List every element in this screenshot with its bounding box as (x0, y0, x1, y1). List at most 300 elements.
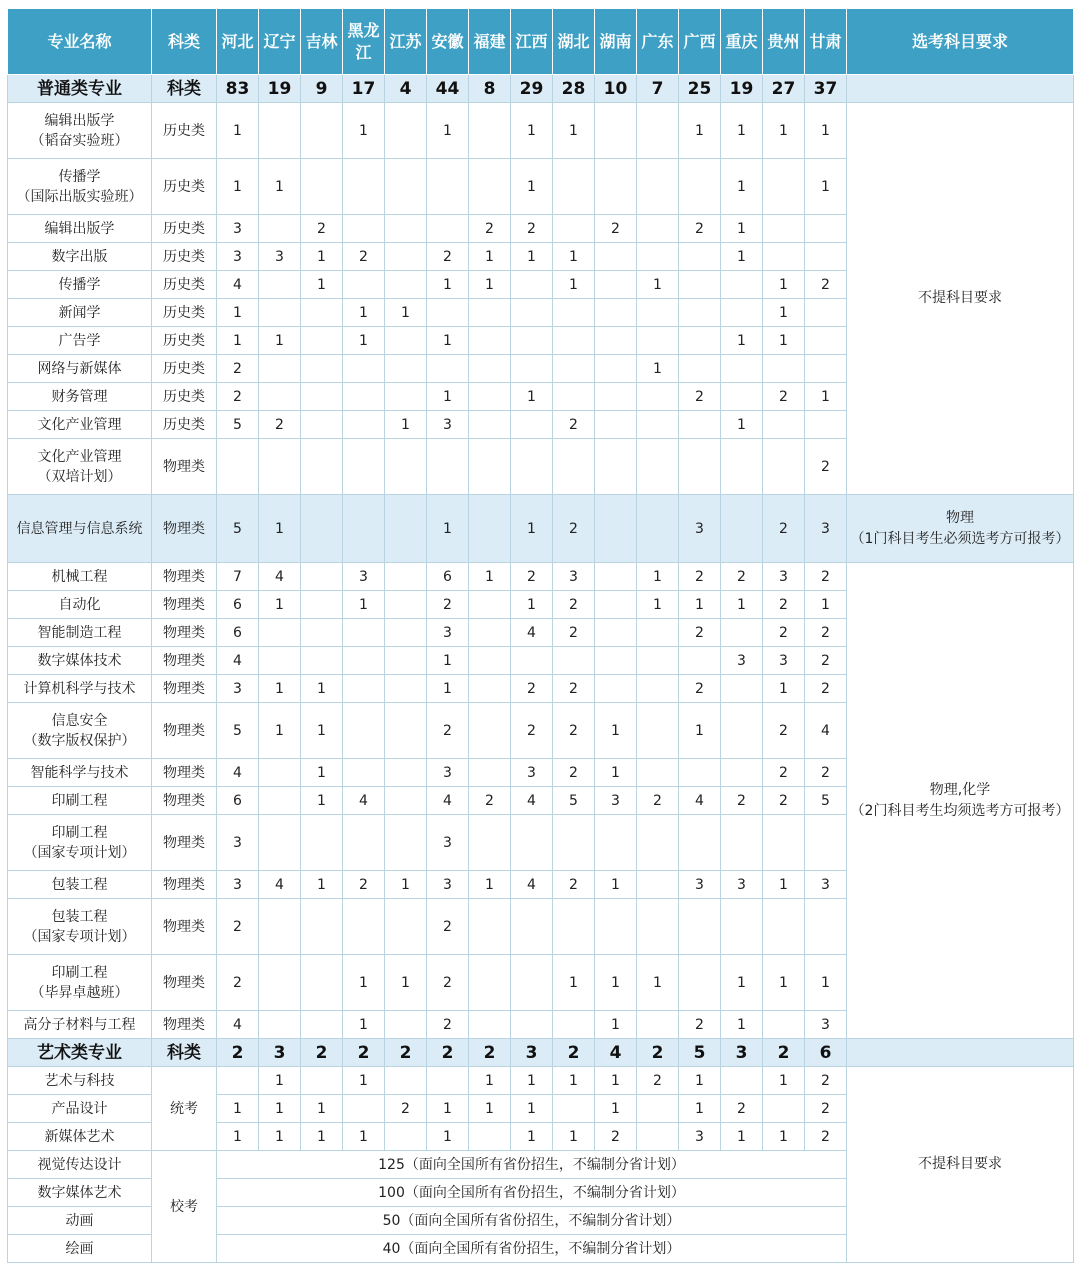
major-name (8, 271, 152, 299)
plan-count-cell (511, 355, 553, 383)
plan-count-cell: 1 (679, 1095, 721, 1123)
plan-count-cell: 3 (217, 215, 259, 243)
plan-count-cell (385, 787, 427, 815)
plan-count-cell: 2 (595, 215, 637, 243)
major-name-text: 包装工程 (51, 876, 108, 893)
plan-count-cell (595, 495, 637, 563)
plan-count-cell: 2 (721, 1095, 763, 1123)
plan-count-cell: 3 (805, 871, 847, 899)
plan-count-cell: 1 (721, 591, 763, 619)
plan-count-cell: 4 (217, 759, 259, 787)
plan-count-cell (679, 899, 721, 955)
plan-count-cell: 3 (217, 675, 259, 703)
plan-count-cell (343, 619, 385, 647)
plan-count-cell: 2 (805, 439, 847, 495)
plan-count-cell (301, 591, 343, 619)
plan-count-cell (385, 591, 427, 619)
plan-count-cell (511, 1011, 553, 1039)
plan-count-cell: 1 (427, 327, 469, 355)
table-row (8, 1067, 1074, 1095)
plan-count-cell (259, 619, 301, 647)
plan-count-cell: 1 (343, 1067, 385, 1095)
major-name-text: 广告学 (58, 332, 101, 349)
plan-count-cell (385, 899, 427, 955)
plan-count-cell: 3 (805, 495, 847, 563)
plan-count-cell: 1 (553, 103, 595, 159)
plan-count-cell (301, 1011, 343, 1039)
header-province: 吉林 (301, 9, 343, 75)
plan-count-cell (595, 411, 637, 439)
plan-count-cell: 2 (259, 411, 301, 439)
plan-count-cell (763, 411, 805, 439)
category-kelei: 科类 (152, 75, 217, 103)
plan-count-cell (469, 619, 511, 647)
plan-count-cell (259, 439, 301, 495)
plan-count-cell: 2 (721, 787, 763, 815)
plan-count-cell: 1 (343, 1011, 385, 1039)
plan-count-cell: 1 (343, 955, 385, 1011)
major-name (8, 411, 152, 439)
kelei-cell: 物理类 (152, 703, 217, 759)
major-name: 产品设计 (8, 1095, 152, 1123)
plan-count-cell (301, 619, 343, 647)
plan-count-cell (385, 495, 427, 563)
plan-count-cell: 3 (427, 815, 469, 871)
plan-count-cell (553, 215, 595, 243)
plan-count-cell (511, 327, 553, 355)
plan-count-cell (553, 159, 595, 215)
plan-count-cell (763, 1011, 805, 1039)
major-name-text: 编辑出版学 (44, 220, 115, 237)
major-name-text: 文化产业管理 (37, 416, 122, 433)
plan-count-cell: 1 (343, 327, 385, 355)
plan-count-cell (301, 159, 343, 215)
plan-count-cell (469, 383, 511, 411)
plan-count-cell: 3 (595, 787, 637, 815)
plan-count-cell: 4 (679, 787, 721, 815)
major-name (8, 383, 152, 411)
plan-count-cell: 1 (805, 103, 847, 159)
plan-count-cell: 2 (511, 563, 553, 591)
plan-count-cell (637, 899, 679, 955)
category-total: 2 (763, 1039, 805, 1067)
plan-count-cell: 1 (301, 1095, 343, 1123)
plan-count-cell (343, 215, 385, 243)
plan-count-cell (721, 439, 763, 495)
plan-count-cell (637, 759, 679, 787)
plan-count-cell: 3 (721, 647, 763, 675)
plan-count-cell (259, 787, 301, 815)
plan-count-cell: 2 (553, 619, 595, 647)
plan-count-cell (469, 1123, 511, 1151)
major-name (8, 815, 152, 871)
major-name (8, 243, 152, 271)
plan-count-cell: 3 (679, 495, 721, 563)
major-name-text: 智能科学与技术 (30, 764, 129, 781)
plan-count-cell: 1 (679, 591, 721, 619)
plan-count-cell: 1 (259, 703, 301, 759)
plan-count-cell: 2 (763, 787, 805, 815)
plan-count-cell (595, 647, 637, 675)
plan-count-cell: 2 (679, 563, 721, 591)
plan-count-cell: 2 (553, 759, 595, 787)
major-name-text: 智能制造工程 (37, 624, 122, 641)
plan-count-cell (721, 899, 763, 955)
plan-count-cell: 1 (259, 327, 301, 355)
plan-count-cell: 1 (427, 675, 469, 703)
plan-count-cell: 2 (763, 759, 805, 787)
major-name-text: 数字媒体技术 (37, 652, 122, 669)
kelei-cell: 物理类 (152, 871, 217, 899)
plan-count-cell: 1 (553, 271, 595, 299)
plan-count-cell (679, 243, 721, 271)
plan-count-cell (553, 355, 595, 383)
plan-count-cell: 6 (217, 619, 259, 647)
major-name (8, 703, 152, 759)
major-name-sub: （韬奋实验班） (30, 132, 129, 149)
category-total: 2 (385, 1039, 427, 1067)
header-province: 甘肃 (805, 9, 847, 75)
plan-count-cell: 4 (511, 787, 553, 815)
kelei-cell: 历史类 (152, 103, 217, 159)
plan-count-cell (259, 355, 301, 383)
plan-count-cell: 2 (427, 591, 469, 619)
plan-count-cell: 1 (763, 871, 805, 899)
plan-count-cell: 4 (217, 647, 259, 675)
plan-count-cell (679, 327, 721, 355)
plan-count-cell: 3 (553, 563, 595, 591)
plan-count-cell (805, 327, 847, 355)
plan-count-cell (343, 439, 385, 495)
plan-count-cell: 2 (679, 675, 721, 703)
plan-count-cell (595, 159, 637, 215)
plan-count-cell (763, 899, 805, 955)
plan-count-cell: 1 (469, 243, 511, 271)
plan-count-cell (385, 159, 427, 215)
major-name: 绘画 (8, 1235, 152, 1263)
category-total: 2 (553, 1039, 595, 1067)
plan-count-cell (721, 299, 763, 327)
major-name (8, 899, 152, 955)
plan-count-cell (721, 619, 763, 647)
plan-count-cell: 5 (217, 703, 259, 759)
major-name (8, 591, 152, 619)
plan-count-cell: 1 (763, 103, 805, 159)
kelei-cell: 历史类 (152, 411, 217, 439)
plan-count-cell: 1 (721, 1011, 763, 1039)
plan-count-cell: 1 (301, 243, 343, 271)
plan-count-cell (385, 675, 427, 703)
plan-count-cell: 1 (721, 215, 763, 243)
header-requirement: 选考科目要求 (847, 9, 1074, 75)
category-total: 2 (217, 1039, 259, 1067)
plan-count-cell: 2 (679, 383, 721, 411)
plan-count-cell: 1 (385, 955, 427, 1011)
plan-count-cell: 1 (427, 495, 469, 563)
header-province: 江西 (511, 9, 553, 75)
plan-count-cell: 1 (343, 1123, 385, 1151)
plan-count-cell: 1 (721, 955, 763, 1011)
plan-count-cell (595, 591, 637, 619)
plan-count-cell: 1 (511, 1067, 553, 1095)
plan-count-cell (469, 1011, 511, 1039)
plan-count-cell (679, 439, 721, 495)
plan-count-cell: 5 (217, 495, 259, 563)
plan-count-cell (343, 271, 385, 299)
kelei-cell: 物理类 (152, 787, 217, 815)
plan-count-cell (553, 1011, 595, 1039)
plan-count-cell (343, 495, 385, 563)
category-total: 8 (469, 75, 511, 103)
plan-count-cell: 1 (595, 1067, 637, 1095)
plan-count-cell: 1 (721, 243, 763, 271)
plan-count-cell (385, 703, 427, 759)
major-name-text: 传播学 (58, 168, 101, 185)
plan-count-cell: 1 (301, 703, 343, 759)
kelei-cell: 物理类 (152, 899, 217, 955)
plan-count-cell: 1 (511, 159, 553, 215)
plan-count-cell: 4 (427, 787, 469, 815)
plan-count-cell: 1 (217, 1095, 259, 1123)
plan-count-cell: 1 (217, 103, 259, 159)
header-kelei: 科类 (152, 9, 217, 75)
plan-count-cell: 3 (217, 815, 259, 871)
plan-count-cell: 3 (427, 411, 469, 439)
major-name: 动画 (8, 1207, 152, 1235)
plan-count-cell: 1 (259, 675, 301, 703)
kelei-cell: 历史类 (152, 355, 217, 383)
category-row-general (8, 75, 1074, 103)
category-req-blank (847, 1039, 1074, 1067)
plan-count-cell (343, 815, 385, 871)
major-name-sub: （国家专项计划） (23, 844, 136, 861)
plan-count-cell (385, 243, 427, 271)
plan-count-cell: 2 (385, 1095, 427, 1123)
plan-count-cell (595, 355, 637, 383)
plan-count-cell (595, 243, 637, 271)
plan-count-cell (595, 327, 637, 355)
plan-count-cell (595, 299, 637, 327)
plan-count-cell (385, 383, 427, 411)
major-name (8, 103, 152, 159)
header-row (8, 9, 1074, 75)
plan-count-cell (385, 815, 427, 871)
plan-count-cell: 4 (343, 787, 385, 815)
header-province: 江苏 (385, 9, 427, 75)
plan-count-cell (595, 439, 637, 495)
kelei-cell: 物理类 (152, 675, 217, 703)
header-province: 广西 (679, 9, 721, 75)
major-name: 视觉传达设计 (8, 1151, 152, 1179)
plan-count-cell: 1 (553, 243, 595, 271)
major-name-text: 信息管理与信息系统 (16, 520, 143, 537)
plan-count-cell (469, 899, 511, 955)
plan-count-cell: 1 (721, 411, 763, 439)
plan-count-cell (343, 383, 385, 411)
plan-count-cell: 1 (805, 955, 847, 1011)
plan-count-cell (469, 591, 511, 619)
plan-count-cell (721, 703, 763, 759)
table-row (8, 495, 1074, 563)
plan-count-cell: 1 (427, 383, 469, 411)
major-name-sub: （双培计划） (37, 468, 122, 485)
plan-count-cell: 1 (301, 675, 343, 703)
kelei-cell: 物理类 (152, 439, 217, 495)
plan-count-cell: 1 (301, 787, 343, 815)
plan-count-cell (259, 1011, 301, 1039)
plan-count-cell: 1 (763, 1123, 805, 1151)
plan-count-cell (259, 647, 301, 675)
plan-count-cell: 2 (217, 899, 259, 955)
plan-count-cell (679, 815, 721, 871)
plan-count-cell: 2 (553, 703, 595, 759)
plan-count-cell: 1 (385, 411, 427, 439)
kelei-cell: 历史类 (152, 271, 217, 299)
major-name (8, 495, 152, 563)
plan-count-cell (385, 103, 427, 159)
category-label: 艺术类专业 (8, 1039, 152, 1067)
plan-count-cell (679, 355, 721, 383)
header-major: 专业名称 (8, 9, 152, 75)
plan-count-cell: 5 (553, 787, 595, 815)
plan-count-cell: 1 (511, 1123, 553, 1151)
major-name-text: 包装工程 (51, 908, 108, 925)
plan-count-cell: 2 (679, 619, 721, 647)
kelei-cell: 历史类 (152, 159, 217, 215)
plan-count-cell (805, 411, 847, 439)
plan-count-cell (259, 815, 301, 871)
plan-count-cell: 2 (805, 647, 847, 675)
plan-count-cell: 6 (427, 563, 469, 591)
plan-count-cell (385, 355, 427, 383)
category-total: 10 (595, 75, 637, 103)
category-total: 4 (595, 1039, 637, 1067)
plan-count-cell (679, 271, 721, 299)
category-total: 2 (469, 1039, 511, 1067)
plan-count-cell (301, 411, 343, 439)
plan-count-cell (553, 299, 595, 327)
category-req-blank (847, 75, 1074, 103)
plan-count-cell (511, 299, 553, 327)
category-total: 3 (721, 1039, 763, 1067)
plan-count-cell (679, 299, 721, 327)
plan-count-cell: 1 (805, 383, 847, 411)
plan-count-cell: 2 (805, 1067, 847, 1095)
header-province: 广东 (637, 9, 679, 75)
plan-count-cell: 2 (217, 383, 259, 411)
plan-count-cell: 2 (595, 1123, 637, 1151)
plan-count-cell (385, 647, 427, 675)
plan-count-cell: 1 (469, 563, 511, 591)
kelei-cell: 历史类 (152, 327, 217, 355)
category-total: 83 (217, 75, 259, 103)
plan-count-cell: 3 (679, 871, 721, 899)
category-total: 3 (511, 1039, 553, 1067)
plan-count-cell (301, 955, 343, 1011)
plan-count-cell (553, 327, 595, 355)
category-total: 19 (721, 75, 763, 103)
plan-count-cell: 1 (763, 327, 805, 355)
plan-count-cell (553, 815, 595, 871)
plan-count-cell (301, 647, 343, 675)
plan-count-cell (385, 1067, 427, 1095)
plan-count-cell: 1 (427, 1123, 469, 1151)
plan-count-cell (637, 383, 679, 411)
plan-count-cell (637, 871, 679, 899)
plan-count-cell: 1 (301, 271, 343, 299)
plan-count-cell (343, 675, 385, 703)
plan-count-cell: 1 (763, 1067, 805, 1095)
major-name-sub: （国家专项计划） (23, 928, 136, 945)
enrollment-plan-table-wrapper (7, 8, 1074, 1263)
plan-count-cell: 1 (427, 1095, 469, 1123)
category-total: 2 (301, 1039, 343, 1067)
plan-count-cell (679, 159, 721, 215)
plan-count-cell: 1 (259, 1067, 301, 1095)
header-province (343, 9, 385, 75)
major-name: 艺术与科技 (8, 1067, 152, 1095)
major-name: 数字媒体艺术 (8, 1179, 152, 1207)
plan-count-cell (469, 815, 511, 871)
plan-count-cell: 4 (217, 1011, 259, 1039)
major-name-text: 信息安全 (51, 712, 108, 729)
plan-count-cell: 1 (721, 103, 763, 159)
major-name-sub: （国际出版实验班） (16, 188, 143, 205)
category-total: 9 (301, 75, 343, 103)
plan-count-cell: 2 (301, 215, 343, 243)
plan-count-cell (511, 955, 553, 1011)
plan-count-cell (301, 103, 343, 159)
major-name-text: 网络与新媒体 (37, 360, 122, 377)
plan-count-cell (637, 243, 679, 271)
major-name-text: 印刷工程 (51, 792, 108, 809)
plan-count-cell (637, 327, 679, 355)
plan-count-cell: 2 (805, 759, 847, 787)
category-total: 5 (679, 1039, 721, 1067)
plan-count-cell: 2 (553, 675, 595, 703)
plan-count-cell (301, 495, 343, 563)
plan-count-cell (637, 647, 679, 675)
plan-count-cell (637, 1011, 679, 1039)
plan-count-cell (805, 815, 847, 871)
major-name (8, 1011, 152, 1039)
plan-count-cell: 1 (679, 103, 721, 159)
plan-count-cell: 1 (259, 591, 301, 619)
kelei-cell: 统考 (152, 1067, 217, 1151)
plan-count-cell: 1 (595, 703, 637, 759)
plan-count-cell (637, 1095, 679, 1123)
plan-count-cell: 1 (217, 299, 259, 327)
plan-count-cell (469, 759, 511, 787)
plan-count-cell (343, 1095, 385, 1123)
plan-count-cell: 1 (301, 1123, 343, 1151)
category-label: 普通类专业 (8, 75, 152, 103)
major-name (8, 159, 152, 215)
plan-count-cell: 1 (553, 955, 595, 1011)
plan-count-cell: 2 (343, 243, 385, 271)
category-total: 19 (259, 75, 301, 103)
plan-count-cell: 2 (805, 1095, 847, 1123)
plan-count-cell (301, 439, 343, 495)
major-name (8, 355, 152, 383)
plan-count-cell (511, 411, 553, 439)
major-name-text: 计算机科学与技术 (23, 680, 136, 697)
category-total: 2 (637, 1039, 679, 1067)
kelei-cell: 历史类 (152, 383, 217, 411)
plan-count-cell: 1 (217, 1123, 259, 1151)
plan-count-cell: 2 (469, 787, 511, 815)
plan-count-cell: 2 (805, 675, 847, 703)
